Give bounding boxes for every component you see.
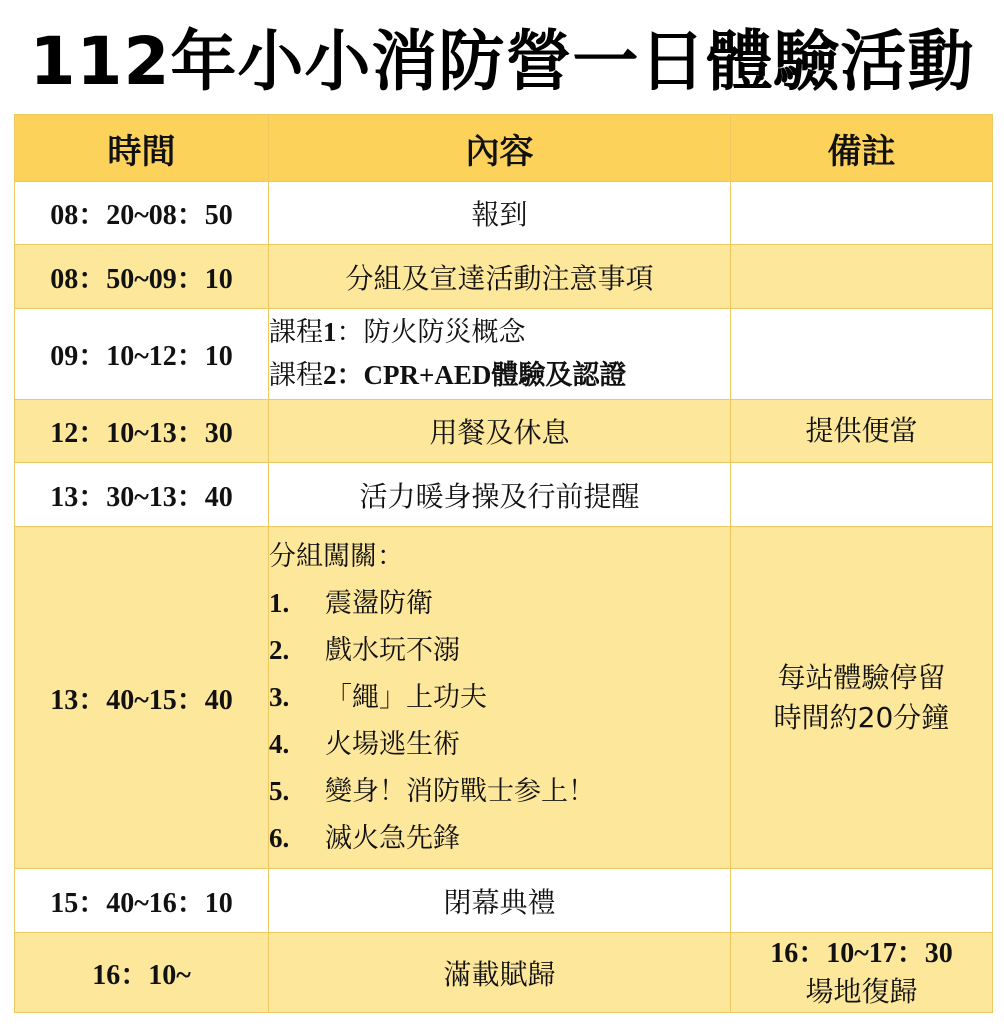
station-text: 戲水玩不溺	[325, 634, 460, 666]
page-title: 112年小小消防營一日體驗活動	[29, 23, 975, 100]
station-number: 2.	[269, 634, 290, 665]
row-content: 活力暖身操及行前提醒	[269, 463, 731, 527]
table-row	[15, 309, 993, 400]
course-number: 1	[323, 317, 337, 347]
course-prefix: 課程	[269, 317, 323, 348]
column-header-note: 備註	[731, 115, 993, 182]
station-number: 6.	[269, 822, 290, 853]
row-content-courses	[269, 309, 731, 400]
table-row	[15, 182, 993, 245]
row-note	[731, 463, 993, 527]
row-time: 13：30~13：40	[15, 463, 269, 527]
row-note-return	[731, 933, 993, 1013]
row-note	[731, 869, 993, 933]
row-note	[731, 182, 993, 245]
table-row	[15, 463, 993, 527]
row-note	[731, 245, 993, 309]
note-line: 每站體驗停留	[777, 660, 946, 694]
table-row	[15, 245, 993, 309]
row-content: 用餐及休息	[269, 400, 731, 463]
station-text: 火場逃生術	[325, 728, 460, 760]
row-note: 提供便當	[731, 400, 993, 463]
row-time: 08：50~09：10	[15, 245, 269, 309]
station-item	[269, 815, 730, 862]
schedule-table	[14, 114, 993, 1013]
station-text: 滅火急先鋒	[325, 822, 460, 854]
course-prefix: 課程	[269, 360, 323, 391]
station-number: 3.	[269, 681, 290, 712]
station-item	[269, 721, 730, 768]
station-text: 震盪防衛	[325, 587, 433, 619]
course-line	[269, 311, 730, 354]
row-content-stations	[269, 527, 731, 869]
row-content: 閉幕典禮	[269, 869, 731, 933]
course-number: 2	[323, 360, 337, 390]
row-time: 13：40~15：40	[15, 527, 269, 869]
course-text: ：CPR+AED體驗及認證	[336, 360, 627, 390]
table-row	[15, 869, 993, 933]
row-note	[731, 309, 993, 400]
note-time: 16：10~17：30	[770, 937, 953, 969]
row-content: 報到	[269, 182, 731, 245]
table-row	[15, 933, 993, 1013]
column-header-content: 內容	[269, 115, 731, 182]
row-time: 08：20~08：50	[15, 182, 269, 245]
station-text: 「繩」上功夫	[325, 681, 487, 713]
row-time: 15：40~16：10	[15, 869, 269, 933]
row-content: 滿載賦歸	[269, 933, 731, 1013]
table-row	[15, 400, 993, 463]
row-time: 09：10~12：10	[15, 309, 269, 400]
table-row	[15, 527, 993, 869]
station-text: 變身！消防戰士参上！	[325, 775, 595, 807]
station-item	[269, 768, 730, 815]
station-item	[269, 580, 730, 627]
column-header-time: 時間	[15, 115, 269, 182]
stations-heading: 分組闖關：	[269, 540, 404, 572]
station-item	[269, 674, 730, 721]
row-content: 分組及宣達活動注意事項	[269, 245, 731, 309]
row-time: 16：10~	[15, 933, 269, 1013]
station-number: 4.	[269, 728, 290, 759]
row-note-stations	[731, 527, 993, 869]
row-time: 12：10~13：30	[15, 400, 269, 463]
course-text: ：防火防災概念	[336, 317, 526, 348]
course-line	[269, 354, 730, 397]
station-number: 1.	[269, 587, 290, 618]
table-header-row	[15, 115, 993, 182]
station-item	[269, 627, 730, 674]
note-line: 場地復歸	[805, 974, 918, 1008]
station-number: 5.	[269, 775, 290, 806]
note-line: 時間約20分鐘	[773, 700, 950, 734]
